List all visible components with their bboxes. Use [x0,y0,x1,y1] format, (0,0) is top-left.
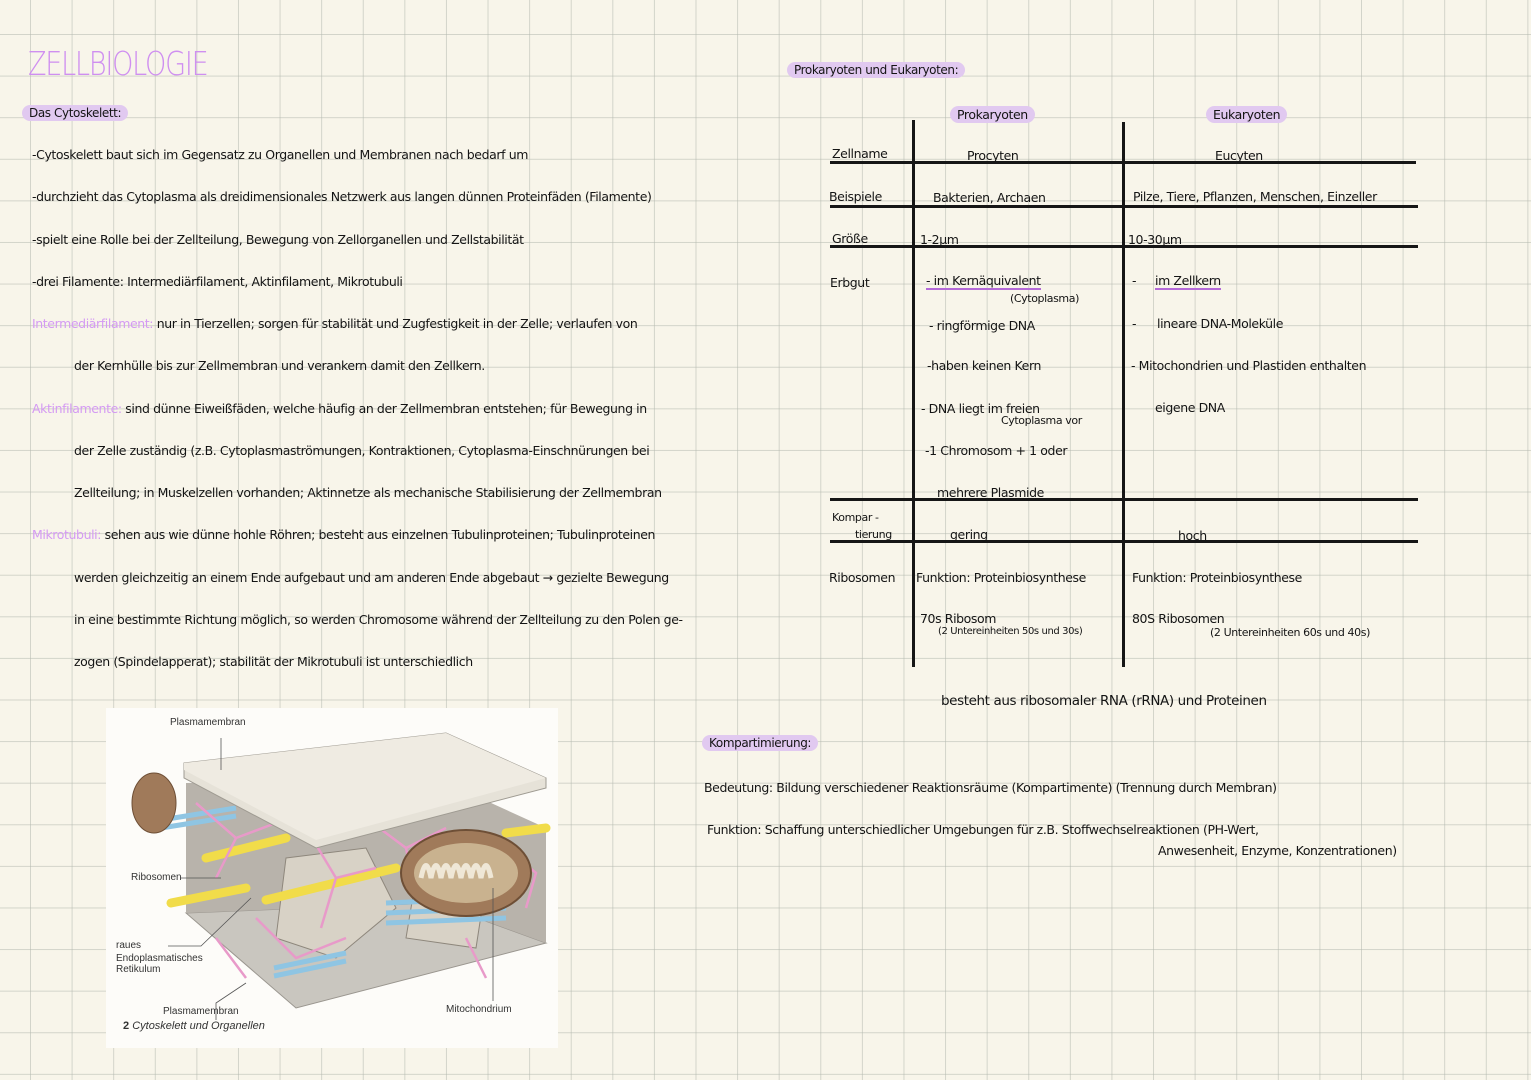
cytoskeleton-figure [106,708,558,1048]
page-title: ZELLBIOLOGIE [28,44,208,83]
table-divider-1 [912,120,915,667]
figure-caption-text: Cytoskelett und Organellen [132,1020,265,1032]
label-plasmamembran-top: Plasmamembran [170,717,246,728]
cell-beispiele-eu: Pilze, Tiere, Pflanzen, Menschen, Einzeller [1133,189,1377,204]
ribosome-note: besteht aus ribosomaler RNA (rRNA) und Proteinen [941,693,1267,709]
cell-erbgut-pro-5: -1 Chromosom + 1 oder [925,443,1068,458]
figure-caption [123,1020,265,1032]
cell-erbgut-pro-4a: - DNA liegt im freien [921,401,1040,416]
mikrotubuli-line-2: werden gleichzeitig an einem Ende aufgebaut und am anderen Ende abgebaut → gezielte Bewegung [74,570,669,585]
section-heading-comparison: Prokaryoten und Eukaryoten: [787,62,965,78]
erbgut-eu-dash-2: - [1132,316,1137,331]
label-ribosomen: Ribosomen [131,872,182,883]
intermediaer-line-1: nur in Tierzellen; sorgen für stabilität und Zugfestigkeit in der Zelle; verlaufen von [156,316,638,331]
cell-groesse-eu: 10-30µm [1128,232,1182,247]
label-raues-er-3: Retikulum [116,964,161,975]
mikrotubuli-line-1: sehen aus wie dünne hohle Röhren; besteht aus einzelnen Tubulinproteinen; Tubulinproteinen [104,527,656,542]
table-row-line [830,205,1418,208]
cell-zellname-pro: Procyten [967,148,1019,163]
cell-erbgut-pro-3: -haben keinen Kern [927,358,1041,373]
bullet-3: -spielt eine Rolle bei der Zellteilung, Bewegung von Zellorganellen und Zellstabilität [32,232,524,247]
label-mitochondrium: Mitochondrium [446,1004,512,1015]
table-row-line [830,498,1418,501]
label-raues-er-2: Endoplasmatisches [116,953,203,964]
figure-caption-number: 2 [123,1020,130,1032]
row-label-kompartierung-2: tierung [855,528,892,541]
cell-erbgut-eu-4: eigene DNA [1155,400,1225,415]
table-row-line [830,161,1416,164]
intermediaer-line-2: der Kernhülle bis zur Zellmembran und verankern damit den Zellkern. [74,358,485,373]
cell-ribosomen-eu-func: Funktion: Proteinbiosynthese [1132,570,1302,585]
cell-erbgut-eu-3: - Mitochondrien und Plastiden enthalten [1131,358,1367,373]
cell-erbgut-eu-2: lineare DNA-Moleküle [1157,316,1284,331]
mikrotubuli-term: Mikrotubuli: [32,527,102,542]
aktin-line-3: Zellteilung; in Muskelzellen vorhanden; Aktinnetze als mechanische Stabilisierung der Zellmembran [74,485,662,500]
cell-ribosomen-eu-sub: (2 Untereinheiten 60s und 40s) [1210,626,1370,639]
table-divider-2 [1122,122,1125,667]
erbgut-eu-zellkern: im Zellkern [1155,273,1221,288]
cell-erbgut-pro-6: mehrere Plasmide [937,485,1044,500]
row-label-ribosomen: Ribosomen [829,570,896,585]
erbgut-pro-kernaequivalent: - im Kernäquivalent [926,273,1041,288]
kompartimierung-funktion-1: Funktion: Schaffung unterschiedlicher Umgebungen für z.B. Stoffwechselreaktionen (PH-Wert, [707,822,1259,837]
cell-kompartierung-eu: hoch [1178,528,1207,543]
cell-groesse-pro: 1-2µm [920,232,959,247]
kompartimierung-bedeutung: Bedeutung: Bildung verschiedener Reaktionsräume (Kompartimente) (Trennung durch Membran) [704,780,1277,795]
cell-beispiele-pro: Bakterien, Archaen [933,190,1046,205]
cell-erbgut-pro-1 [926,273,1041,288]
row-label-beispiele: Beispiele [829,189,882,204]
cell-ribosomen-pro-sub: (2 Untereinheiten 50s und 30s) [938,626,1083,637]
cell-ribosomen-pro-type: 70s Ribosom [920,611,997,626]
bullet-1: -Cytoskelett baut sich im Gegensatz zu Organellen und Membranen nach bedarf um [32,147,529,162]
table-row-line [830,540,1418,543]
bullet-2: -durchzieht das Cytoplasma als dreidimensionales Netzwerk aus langen dünnen Proteinfäden (Filamente) [32,189,652,204]
aktin-line-2: der Zelle zuständig (z.B. Cytoplasmaströmungen, Kontraktionen, Cytoplasma-Einschnürungen bei [74,443,650,458]
cell-kompartierung-pro: gering [950,527,988,542]
cell-zellname-eu: Eucyten [1215,148,1263,163]
column-header-prokaryoten: Prokaryoten [950,106,1035,123]
bullet-4: -drei Filamente: Intermediärfilament, Aktinfilament, Mikrotubuli [32,274,403,289]
kompartimierung-funktion-2: Anwesenheit, Enzyme, Konzentrationen) [1158,843,1397,858]
label-plasmamembran-bottom: Plasmamembran [163,1006,239,1017]
mikrotubuli-line-4: zogen (Spindelapperat); stabilität der Mikrotubuli ist unterschiedlich [74,654,473,669]
cell-erbgut-pro-4b: Cytoplasma vor [1001,414,1082,427]
row-label-erbgut: Erbgut [830,275,870,290]
row-label-kompartierung-1: Kompar - [832,511,879,524]
erbgut-eu-dash-1: - [1132,273,1137,288]
cell-erbgut-pro-2: - ringförmige DNA [929,318,1035,333]
aktin-line-1: sind dünne Eiweißfäden, welche häufig an der Zellmembran entstehen; für Bewegung in [125,401,647,416]
row-label-groesse: Größe [832,231,868,246]
section-heading-kompartimierung: Kompartimierung: [702,735,818,751]
section-heading-cytoskelett: Das Cytoskelett: [22,105,128,121]
intermediaer-term: Intermediärfilament: [32,316,154,331]
column-header-eukaryoten: Eukaryoten [1206,106,1287,123]
cell-ribosomen-eu-type: 80S Ribosomen [1132,611,1225,626]
label-raues-er-1: raues [116,940,142,951]
aktin-paragraph [32,401,647,416]
row-label-zellname: Zellname [832,146,888,161]
aktin-term: Aktinfilamente: [32,401,122,416]
table-row-line [830,245,1418,248]
mikrotubuli-line-3: in eine bestimmte Richtung möglich, so werden Chromosome während der Zellteilung zu den Polen ge- [74,612,683,627]
cell-erbgut-eu-1 [1155,273,1221,288]
mikrotubuli-paragraph [32,527,655,542]
cell-ribosomen-pro-func: Funktion: Proteinbiosynthese [916,570,1086,585]
intermediaer-paragraph [32,316,637,331]
cell-erbgut-pro-1b: (Cytoplasma) [1010,292,1079,305]
